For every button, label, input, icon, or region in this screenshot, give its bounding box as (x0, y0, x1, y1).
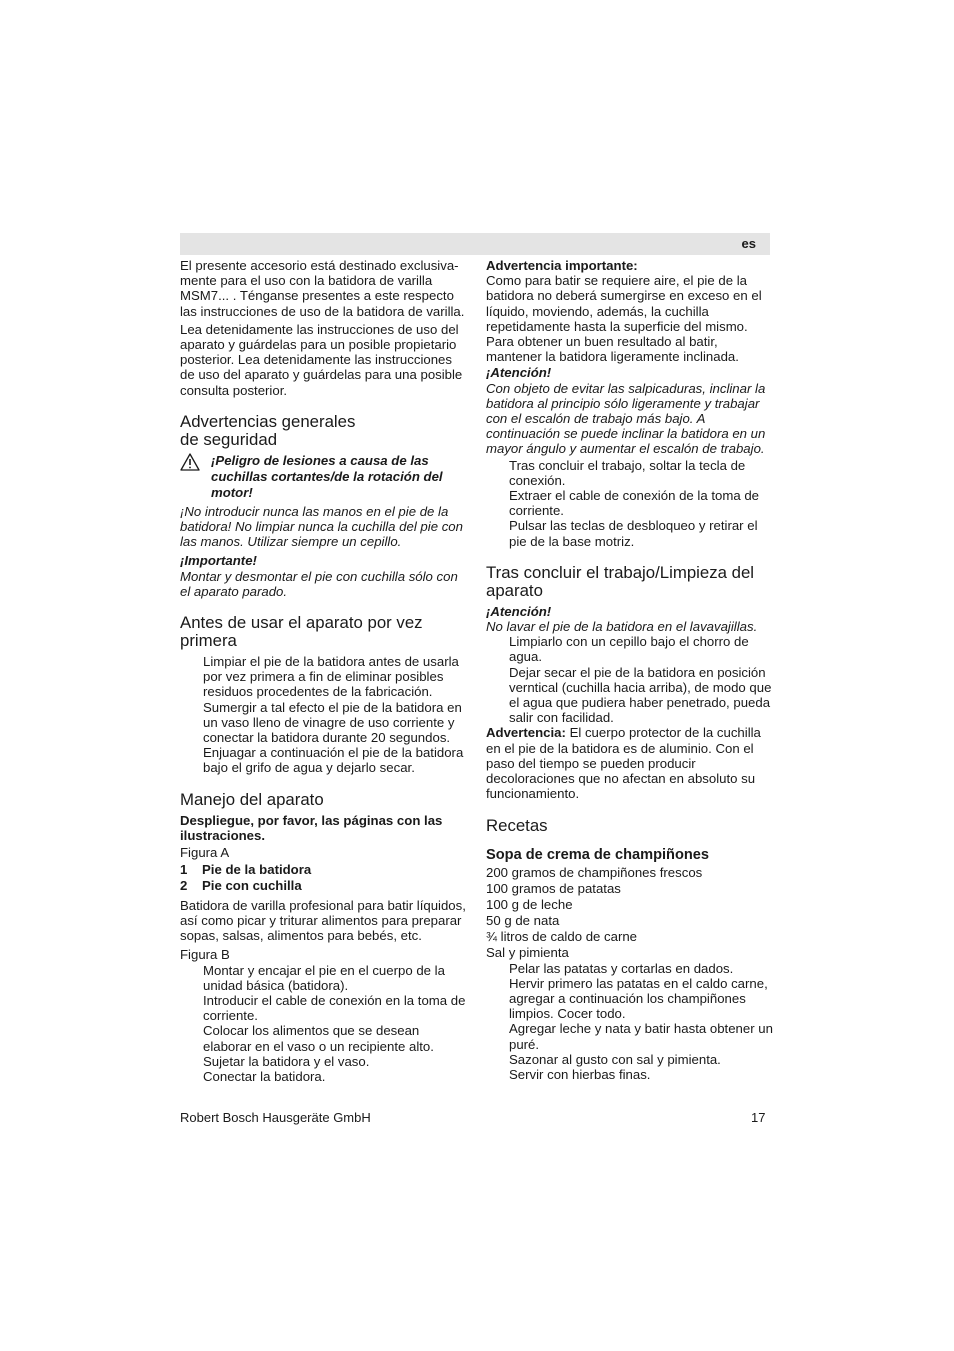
recipes-heading: Recetas (486, 815, 548, 835)
recipe-steps (486, 961, 776, 1083)
cleaning-heading: Tras concluir el trabajo/Limpieza del aparato (486, 562, 754, 600)
footer-company: Robert Bosch Hausgeräte GmbH (180, 1110, 371, 1125)
list-item: 50 g de nata (486, 912, 560, 928)
list-item: Servir con hierbas finas. (509, 1066, 651, 1082)
list-item: 1 Pie de la batidora (180, 862, 312, 878)
important-warning-label: Advertencia importante: (486, 258, 638, 273)
attention-label: ¡Atención! (486, 365, 552, 381)
list-item: Conectar la batidora. (203, 1068, 326, 1084)
important-warning-text: Como para batir se requiere aire, el pie de la batidora no deberá sumergirse en exceso en el líquido, moviendo, además, la cuchilla repetidamente hasta la superficie del mismo. Para obtener un buen resultado al batir, mantener la batidora ligeramente inclinada. (486, 273, 762, 365)
after-work-steps (486, 458, 776, 549)
right-column (486, 258, 776, 1082)
list-item: 100 gramos de patatas (486, 880, 621, 896)
first-use-text: Limpiar el pie de la batidora antes de usarla por vez primera a fin de eliminar posibles residuos procedentes de la fabricación. Sumergir a tal efecto el pie de la batidora en un vaso lleno de vinagre de uso corriente y conectar la batidora durante 20 segundos. Enjuagar a continuación el pie de la batidora bajo el grifo de agua y dejarlo secar. (203, 654, 464, 776)
ingredients-list (486, 865, 776, 961)
warning-triangle-icon (180, 453, 211, 474)
list-item: Dejar secar el pie de la batidora en posición verntical (cuchilla hacia arriba), de modo que el agua que pudiera haber penetrado, pueda salir con facilidad. (509, 664, 772, 726)
safety-heading: Advertencias generales de seguridad (180, 411, 356, 449)
list-item: Agregar leche y nata y batir hasta obtener un puré. (509, 1021, 773, 1052)
handling-heading: Manejo del aparato (180, 789, 324, 809)
danger-warning (180, 453, 468, 501)
list-item: 100 g de leche (486, 896, 573, 912)
danger-text: ¡Peligro de lesiones a causa de las cuchillas cortantes/de la rotación del motor! (211, 452, 443, 500)
figure-a-label: Figura A (180, 845, 230, 861)
intro-paragraph: El presente accesorio está destinado exclusiva-mente para el uso con la batidora de varilla MSM7... . Ténganse presentes a este respecto las instrucciones de uso de la batidora de varilla. (180, 258, 465, 319)
list-item: Montar y encajar el pie en el cuerpo de la unidad básica (batidora). (203, 962, 445, 993)
list-item: Sazonar al gusto con sal y pimienta. (509, 1051, 721, 1067)
figure-b-label: Figura B (180, 947, 230, 963)
cleaning-steps (486, 634, 776, 725)
important-text: Montar y desmontar el pie con cuchilla sólo con el aparato parado. (180, 568, 458, 599)
important-label: ¡Importante! (180, 553, 257, 569)
left-column (180, 258, 468, 1084)
attention-text: Con objeto de evitar las salpicaduras, inclinar la batidora al principio sólo ligeramente y trabajar con el escalón de trabajo más bajo. A continuación se puede inclinar la batidora en un mayor ángulo y aumentar el escalón de trabajo. (486, 380, 766, 457)
usage-steps (180, 963, 468, 1085)
list-item: 2 Pie con cuchilla (180, 878, 302, 894)
language-bar (180, 233, 770, 255)
list-item: Colocar los alimentos que se desean elaborar en el vaso o un recipiente alto. (203, 1023, 434, 1054)
material-note: Advertencia: El cuerpo protector de la cuchilla en el pie de la batidora es de aluminio. Con el paso del tiempo se pueden producir decoloraciones que no afectan en absoluto su funcionamiento. (486, 725, 761, 802)
attention2-label: ¡Atención! (486, 603, 552, 619)
first-use-heading: Antes de usar el aparato por vez primera (180, 613, 423, 651)
soup-heading: Sopa de crema de champiñones (486, 846, 710, 863)
list-item: Introducir el cable de conexión en la toma de corriente. (203, 992, 466, 1024)
list-item: Tras concluir el trabajo, soltar la tecla de conexión. (509, 457, 746, 488)
list-item: Hervir primero las patatas en el caldo carne, agregar a continuación los champiñones limpios. Cocer todo. (509, 975, 768, 1022)
list-item: ¾ litros de caldo de carne (486, 928, 638, 944)
intro-paragraph-2: Lea detenidamente las instrucciones de uso del aparato y guárdelas para un posible propietario posterior. Lea detenidamente las instrucciones de uso del aparato y guárdelas para una posible consulta posterior. (180, 321, 463, 398)
parts-list (180, 862, 468, 893)
unfold-note: Despliegue, por favor, las páginas con las ilustraciones. (180, 812, 443, 843)
list-item: Pelar las patatas y cortarlas en dados. (509, 960, 734, 976)
no-hands-warning: ¡No introducir nunca las manos en el pie de la batidora! No limpiar nunca la cuchilla del pie con las manos. Utilizar siempre un cepillo. (180, 503, 463, 550)
list-item: Sujetar la batidora y el vaso. (203, 1053, 370, 1069)
list-item: 200 gramos de champiñones frescos (486, 864, 703, 880)
language-code: es (741, 236, 756, 251)
page-number: 17 (751, 1110, 766, 1125)
list-item: Extraer el cable de conexión de la toma de corriente. (509, 488, 759, 519)
attention2-text: No lavar el pie de la batidora en el lavavajillas. (486, 619, 758, 635)
description-text: Batidora de varilla profesional para batir líquidos, así como picar y triturar alimentos para preparar sopas, salsas, alimentos para bebés, etc. (180, 897, 466, 944)
list-item: Limpiarlo con un cepillo bajo el chorro de agua. (509, 634, 749, 665)
list-item: Pulsar las teclas de desbloqueo y retirar el pie de la base motriz. (509, 518, 758, 549)
list-item: Sal y pimienta (486, 944, 569, 960)
